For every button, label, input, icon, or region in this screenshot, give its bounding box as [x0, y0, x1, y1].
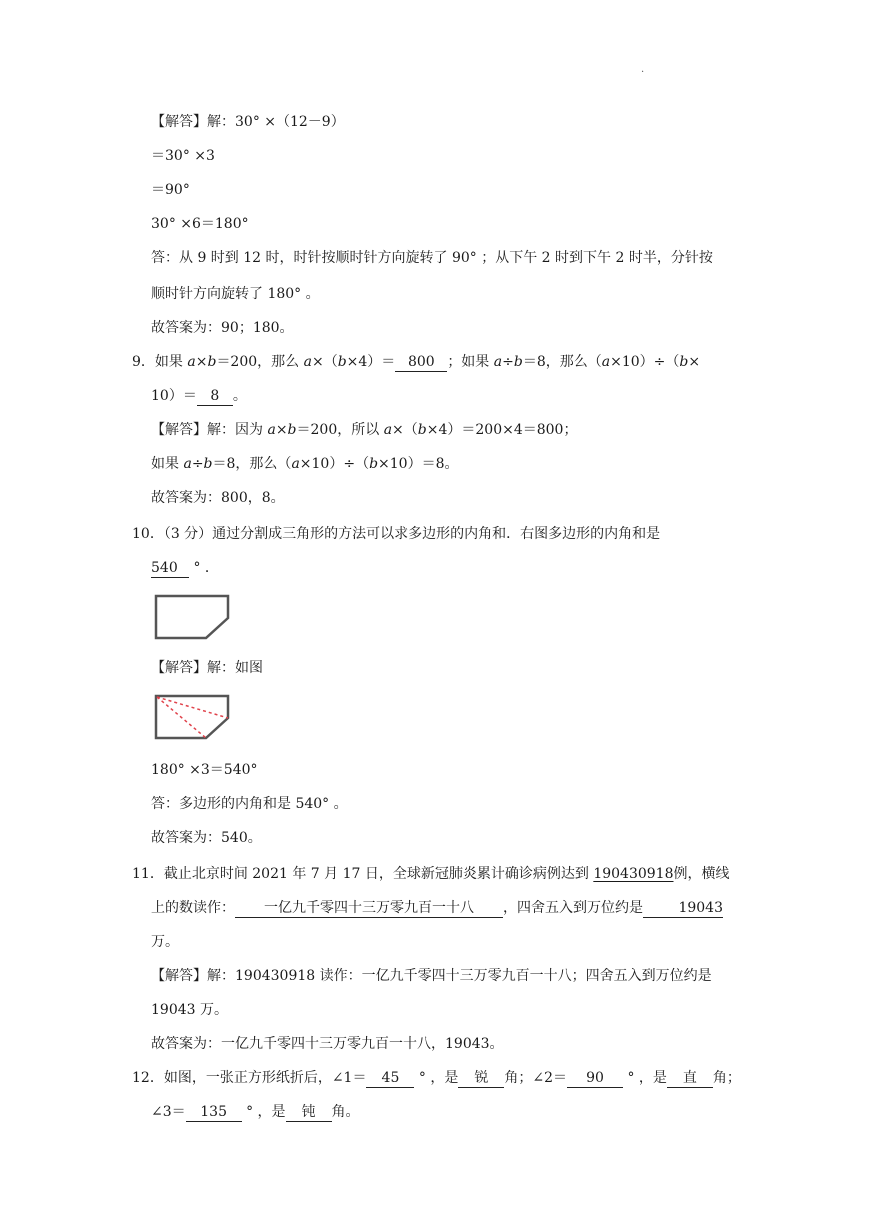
q9-text: ；如果 — [447, 354, 494, 370]
var-b: b — [369, 456, 379, 472]
var-b: b — [513, 354, 523, 370]
q9-question-line-1 — [132, 352, 700, 372]
q11-underlined-number: 190430918 — [593, 866, 674, 882]
s8-final-answer: 故答案为：90；180。 — [151, 320, 294, 336]
q9-sol-text: ＝200，所以 — [296, 422, 384, 438]
s8-solution-line-2: ＝30° ×3 — [151, 148, 215, 164]
q9-solution-line-2 — [151, 454, 459, 474]
div-sign: ÷ — [502, 354, 514, 370]
var-a: a — [303, 354, 312, 370]
q12-text: ∠3＝ — [151, 1104, 186, 1120]
q9-text: 如果 — [154, 354, 188, 370]
q11-final-answer: 故答案为：一亿九千零四十三万零九百一十八，19043。 — [151, 1036, 504, 1052]
page-marker-dot: . — [641, 64, 645, 75]
q11-question-line-2 — [151, 898, 723, 918]
q12-angle1-blank: 45 — [366, 1069, 414, 1088]
q12-text: 12．如图，一张正方形纸折后，∠1＝ — [132, 1070, 367, 1086]
var-b: b — [337, 354, 347, 370]
q10-solution-label: 【解答】解：如图 — [151, 660, 263, 676]
s8-solution-line-4: 30° ×6＝180° — [151, 216, 249, 232]
q9-text: ×4）＝ — [346, 354, 396, 370]
q12-question-line-2 — [151, 1102, 360, 1122]
q11-answer-blank-1: 一亿九千零四十三万零九百一十八 — [235, 899, 503, 918]
q12-text: 角；∠2＝ — [504, 1070, 567, 1086]
q9-sol-text: 【解答】解：因为 — [151, 422, 268, 438]
var-a: a — [267, 422, 276, 438]
var-a: a — [183, 456, 192, 472]
q9-number: 9． — [132, 354, 155, 370]
q12-text: ° ，是 — [414, 1070, 459, 1086]
times-sign: × — [275, 422, 288, 438]
var-a: a — [291, 456, 300, 472]
var-a: a — [187, 354, 196, 370]
s8-solution-line-1: 【解答】解：30° ×（12－9） — [151, 114, 345, 130]
q9-sol-text: 如果 — [151, 456, 184, 472]
q10-solution-line-1: 180° ×3＝540° — [151, 762, 258, 778]
var-a: a — [383, 422, 393, 438]
q9-answer-blank-1: 800 — [395, 353, 447, 372]
polygon-figure — [154, 594, 232, 642]
q12-type2-blank: 直 — [667, 1069, 713, 1088]
q9-solution-line-1 — [151, 420, 577, 440]
q11-text: 11．截止北京时间 2021 年 7 月 17 日，全球新冠肺炎累计确诊病例达到 — [132, 866, 594, 882]
q9-sol-text: ×（ — [392, 422, 418, 438]
var-b: b — [417, 422, 427, 438]
s8-answer-line-2: 顺时针方向旋转了 180° 。 — [151, 286, 320, 302]
var-b: b — [203, 456, 213, 472]
q9-sol-text: ×4）＝200×4＝800； — [426, 422, 578, 438]
q11-question-line-3: 万。 — [151, 934, 179, 950]
q10-final-answer: 故答案为：540。 — [151, 830, 262, 846]
q10-answer-blank: 540 — [151, 559, 189, 578]
s8-answer-line-1: 答：从 9 时到 12 时，时针按顺时针方向旋转了 90° ；从下午 2 时到下午 2 时半，分针按 — [151, 250, 713, 266]
q9-answer-blank-2: 8 — [197, 387, 233, 406]
polygon-divided-figure — [154, 694, 232, 742]
q11-question-line-1 — [132, 864, 730, 884]
q12-question-line-1 — [132, 1068, 741, 1088]
q12-type3-blank: 钝 — [286, 1103, 332, 1122]
q10-text: ° ． — [189, 560, 219, 576]
q10-question-line-1: 10．（3 分）通过分割成三角形的方法可以求多边形的内角和．右图多边形的内角和是 — [132, 526, 661, 542]
q10-question-line-2 — [151, 558, 219, 578]
q11-answer-blank-2: 19043 — [643, 899, 723, 918]
q9-text: × — [688, 354, 701, 370]
q11-text: ，四舍五入到万位约是 — [503, 900, 643, 916]
q9-text: ＝8，那么（ — [522, 354, 602, 370]
q12-type1-blank: 锐 — [458, 1069, 504, 1088]
q9-sol-text: ×10）÷（ — [299, 456, 370, 472]
q11-solution-line-2: 19043 万。 — [151, 1002, 228, 1018]
q12-text: ° ，是 — [623, 1070, 667, 1086]
q9-text: ×（ — [311, 354, 338, 370]
q9-sol-text: ×10）＝8。 — [378, 456, 459, 472]
q9-text: 。 — [232, 388, 247, 404]
q12-text: 角； — [712, 1070, 741, 1086]
q11-text: 例，横线 — [673, 866, 730, 882]
s8-solution-line-3: ＝90° — [151, 182, 190, 198]
var-b: b — [287, 422, 297, 438]
var-b: b — [679, 354, 689, 370]
var-a: a — [601, 354, 611, 370]
div-sign: ÷ — [191, 456, 204, 472]
var-b: b — [207, 354, 217, 370]
q12-angle3-blank: 135 — [186, 1103, 242, 1122]
q9-text: ＝200，那么 — [216, 354, 304, 370]
var-a: a — [493, 354, 503, 370]
q9-sol-text: ＝8，那么（ — [212, 456, 292, 472]
q9-text: ×10）÷（ — [610, 354, 680, 370]
q11-text: 上的数读作： — [151, 900, 235, 916]
q9-final-answer: 故答案为：800，8。 — [151, 490, 285, 506]
q11-solution-line-1: 【解答】解：190430918 读作：一亿九千零四十三万零九百一十八；四舍五入到万位约是 — [151, 968, 712, 984]
times-sign: × — [195, 354, 208, 370]
q9-question-line-2 — [151, 386, 247, 406]
q10-solution-line-2: 答：多边形的内角和是 540° 。 — [151, 796, 348, 812]
q9-text: 10）＝ — [151, 388, 197, 404]
q12-text: 角。 — [331, 1104, 360, 1120]
q12-text: ° ，是 — [241, 1104, 286, 1120]
q12-angle2-blank: 90 — [567, 1069, 623, 1088]
